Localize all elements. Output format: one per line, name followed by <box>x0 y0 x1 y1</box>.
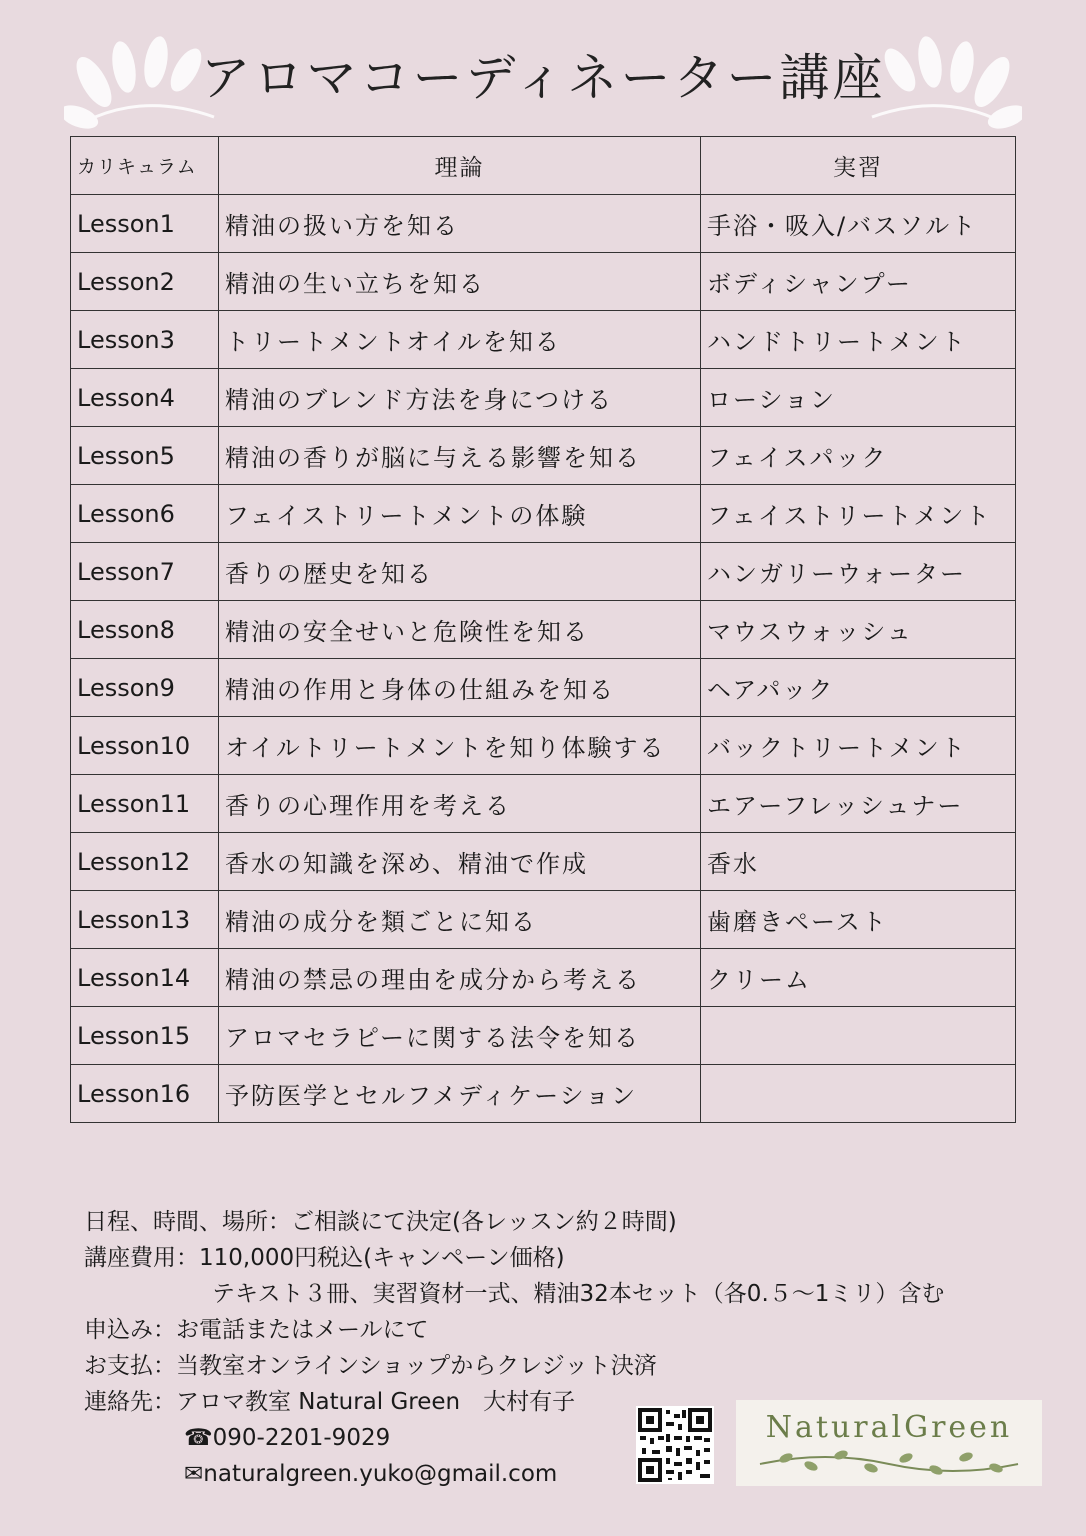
header <box>0 0 1086 140</box>
practice-cell <box>701 1065 1016 1123</box>
lesson-cell: Lesson4 <box>71 369 219 427</box>
logo-text: NaturalGreen <box>765 1410 1013 1445</box>
table-row <box>71 891 1016 949</box>
practice-cell: ハンドトリートメント <box>701 311 1016 369</box>
table-row <box>71 833 1016 891</box>
header-theory: 理論 <box>219 137 701 195</box>
lesson-cell: Lesson14 <box>71 949 219 1007</box>
practice-cell: ローション <box>701 369 1016 427</box>
theory-cell: フェイストリートメントの体験 <box>219 485 701 543</box>
contact-text: 連絡先：アロマ教室 Natural Green 大村有子 <box>84 1389 576 1415</box>
lesson-cell: Lesson1 <box>71 195 219 253</box>
table-row <box>71 1007 1016 1065</box>
theory-cell: 精油の禁忌の理由を成分から考える <box>219 949 701 1007</box>
table-row <box>71 369 1016 427</box>
page-title: アロマコーディネーター講座 <box>200 49 886 107</box>
lesson-cell: Lesson3 <box>71 311 219 369</box>
theory-cell: 香水の知識を深め、精油で作成 <box>219 833 701 891</box>
table-row <box>71 311 1016 369</box>
practice-cell: マウスウォッシュ <box>701 601 1016 659</box>
practice-cell: フェイストリートメント <box>701 485 1016 543</box>
lesson-cell: Lesson6 <box>71 485 219 543</box>
vine-icon <box>756 1446 1022 1480</box>
table-row <box>71 485 1016 543</box>
table-row <box>71 1065 1016 1123</box>
practice-cell: フェイスパック <box>701 427 1016 485</box>
lesson-cell: Lesson7 <box>71 543 219 601</box>
lesson-cell: Lesson10 <box>71 717 219 775</box>
practice-cell: ボディシャンプー <box>701 253 1016 311</box>
table-row <box>71 775 1016 833</box>
lesson-cell: Lesson15 <box>71 1007 219 1065</box>
lesson-cell: Lesson11 <box>71 775 219 833</box>
email-text: ✉naturalgreen.yuko@gmail.com <box>184 1461 558 1487</box>
table-header-row <box>71 137 1016 195</box>
practice-cell: 香水 <box>701 833 1016 891</box>
apply-text: 申込み：お電話またはメールにて <box>84 1317 429 1343</box>
lesson-cell: Lesson2 <box>71 253 219 311</box>
practice-cell: ハンガリーウォーター <box>701 543 1016 601</box>
schedule-text: 日程、時間、場所：ご相談にて決定(各レッスン約２時間) <box>84 1209 677 1235</box>
theory-cell: 精油の扱い方を知る <box>219 195 701 253</box>
natural-green-logo <box>736 1400 1042 1486</box>
qr-code-icon <box>636 1406 714 1484</box>
theory-cell: 精油の生い立ちを知る <box>219 253 701 311</box>
table-row <box>71 543 1016 601</box>
practice-cell: エアーフレッシュナー <box>701 775 1016 833</box>
practice-cell: ヘアパック <box>701 659 1016 717</box>
phone-text: ☎090-2201-9029 <box>184 1425 391 1451</box>
qr-code[interactable] <box>636 1406 714 1484</box>
lesson-cell: Lesson5 <box>71 427 219 485</box>
table-row <box>71 427 1016 485</box>
theory-cell: 予防医学とセルフメディケーション <box>219 1065 701 1123</box>
payment-text: お支払：当教室オンラインショップからクレジット決済 <box>84 1353 657 1379</box>
table-row <box>71 949 1016 1007</box>
theory-cell: 香りの歴史を知る <box>219 543 701 601</box>
practice-cell: 手浴・吸入/バスソルト <box>701 195 1016 253</box>
lesson-cell: Lesson13 <box>71 891 219 949</box>
theory-cell: 精油の作用と身体の仕組みを知る <box>219 659 701 717</box>
fee-detail-text: テキスト３冊、実習資材一式、精油32本セット（各0.５～1ミリ）含む <box>212 1281 945 1307</box>
theory-cell: 精油の香りが脳に与える影響を知る <box>219 427 701 485</box>
header-curriculum: カリキュラム <box>71 137 219 195</box>
header-practice: 実習 <box>701 137 1016 195</box>
practice-cell: バックトリートメント <box>701 717 1016 775</box>
theory-cell: 精油の成分を類ごとに知る <box>219 891 701 949</box>
practice-cell <box>701 1007 1016 1065</box>
fee-text: 講座費用：110,000円税込(キャンペーン価格) <box>84 1245 565 1271</box>
table-row <box>71 601 1016 659</box>
practice-cell: 歯磨きペースト <box>701 891 1016 949</box>
theory-cell: アロマセラピーに関する法令を知る <box>219 1007 701 1065</box>
lesson-cell: Lesson16 <box>71 1065 219 1123</box>
theory-cell: 精油のブレンド方法を身につける <box>219 369 701 427</box>
practice-cell: クリーム <box>701 949 1016 1007</box>
theory-cell: オイルトリートメントを知り体験する <box>219 717 701 775</box>
lesson-cell: Lesson8 <box>71 601 219 659</box>
table-row <box>71 717 1016 775</box>
curriculum-table <box>70 136 1016 1123</box>
theory-cell: 香りの心理作用を考える <box>219 775 701 833</box>
theory-cell: 精油の安全せいと危険性を知る <box>219 601 701 659</box>
table-row <box>71 659 1016 717</box>
theory-cell: トリートメントオイルを知る <box>219 311 701 369</box>
table-row <box>71 195 1016 253</box>
lesson-cell: Lesson12 <box>71 833 219 891</box>
lesson-cell: Lesson9 <box>71 659 219 717</box>
table-row <box>71 253 1016 311</box>
